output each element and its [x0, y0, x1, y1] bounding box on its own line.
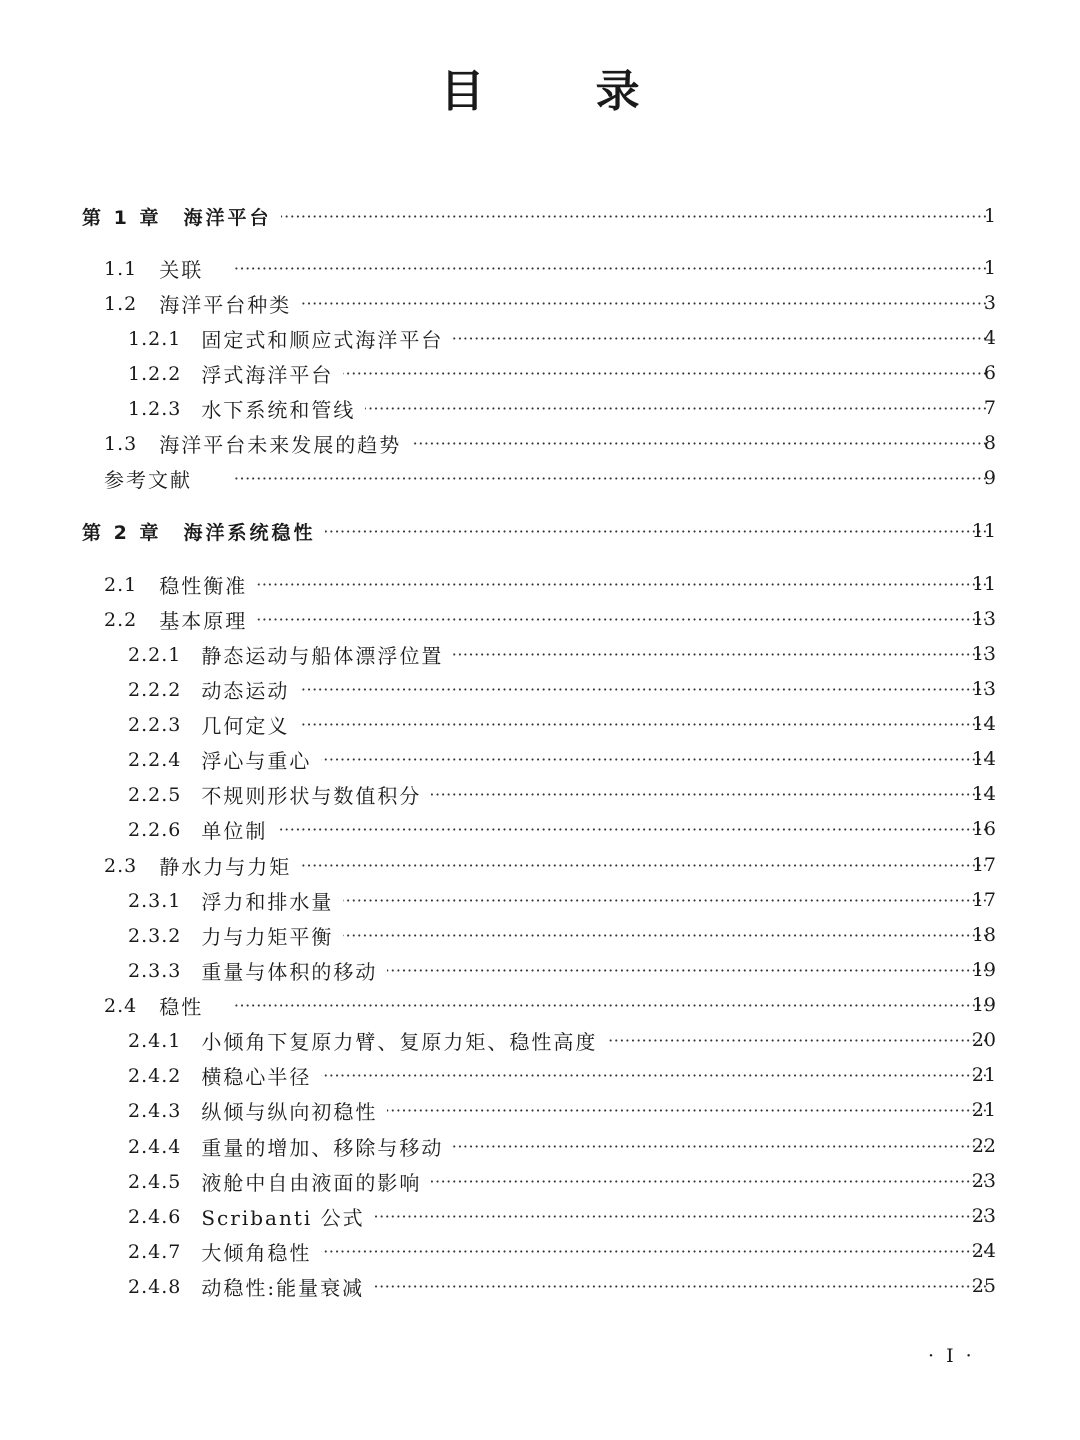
- dot-leader: [202, 461, 988, 496]
- toc-page-number: 18: [971, 924, 996, 946]
- toc-page-number: 6: [983, 362, 996, 384]
- dot-leader: [411, 426, 988, 461]
- toc-entry[interactable]: [0, 1058, 1080, 1093]
- toc-entry[interactable]: [0, 707, 1080, 742]
- dot-leader: [343, 883, 988, 918]
- toc-page-number: 21: [971, 1099, 996, 1121]
- dot-leader: [453, 321, 988, 356]
- toc-page-number: 17: [971, 889, 996, 911]
- page-number: · I ·: [928, 1345, 975, 1367]
- toc-page-number: 22: [971, 1135, 996, 1157]
- dot-leader: [213, 251, 988, 286]
- dot-leader: [277, 812, 988, 847]
- dot-leader: [343, 356, 988, 391]
- toc-page-number: 19: [971, 959, 996, 981]
- toc-page-number: 13: [971, 608, 996, 630]
- toc-entry-title: 单位制: [201, 819, 268, 843]
- toc-page-number: 21: [971, 1064, 996, 1086]
- toc-entry-title: 动稳性:能量衰减: [201, 1276, 365, 1300]
- toc-page-number: 9: [983, 467, 996, 489]
- toc-entry[interactable]: [0, 567, 1080, 602]
- toc-page-number: 17: [971, 854, 996, 876]
- dot-leader: [343, 918, 988, 953]
- toc-entry[interactable]: [0, 848, 1080, 883]
- dot-leader: [299, 672, 988, 707]
- toc-entry-title: 海洋平台: [183, 207, 272, 229]
- toc-entry-number: 2.2.4: [128, 748, 182, 771]
- toc-entry-title: 浮心与重心: [201, 749, 312, 773]
- toc-entry[interactable]: [0, 1129, 1080, 1164]
- toc-entry-title: 动态运动: [201, 679, 290, 703]
- toc-entry[interactable]: [0, 286, 1080, 321]
- toc-page-number: 7: [983, 397, 996, 419]
- toc-entry[interactable]: [0, 637, 1080, 672]
- dot-leader: [453, 1129, 988, 1164]
- dot-leader: [213, 988, 988, 1023]
- toc-page-number: 25: [971, 1275, 996, 1297]
- dot-leader: [257, 602, 988, 637]
- toc-page-number: 23: [971, 1205, 996, 1227]
- toc-entry-number: 2.4.3: [128, 1099, 182, 1122]
- toc-entry[interactable]: [0, 883, 1080, 918]
- toc-entry-number: 2.4.4: [128, 1135, 182, 1158]
- toc-entry-number: 2.1: [104, 573, 138, 596]
- toc-entry-number: 第 1 章: [82, 207, 162, 229]
- dot-leader: [281, 199, 988, 234]
- toc-entry-number: 2.2.2: [128, 678, 182, 701]
- toc-entry-title: 关联: [159, 258, 204, 282]
- toc-entry-title: 静态运动与船体漂浮位置: [201, 644, 444, 668]
- dot-leader: [325, 514, 988, 549]
- toc-page-number: 1: [983, 257, 996, 279]
- toc-chapter-entry[interactable]: [0, 514, 1080, 549]
- toc-entry[interactable]: [0, 1023, 1080, 1058]
- toc-entry-title: 参考文献: [104, 468, 192, 492]
- toc-entry-title: 力与力矩平衡: [201, 925, 334, 949]
- toc-entry-title: 固定式和顺应式海洋平台: [201, 328, 444, 352]
- toc-entry-number: 2.2.6: [128, 818, 182, 841]
- toc-entry-number: 2.4.7: [128, 1240, 182, 1263]
- toc-entry-number: 2.3.2: [128, 924, 182, 947]
- toc-entry[interactable]: [0, 1093, 1080, 1128]
- dot-leader: [365, 391, 988, 426]
- toc-entry-title: 水下系统和管线: [201, 398, 356, 422]
- toc-entry-title: 不规则形状与数值积分: [201, 784, 422, 808]
- toc-entry-title: 基本原理: [159, 609, 248, 633]
- toc-entry-title: 几何定义: [201, 714, 290, 738]
- toc-entry-number: 2.3.3: [128, 959, 182, 982]
- dot-leader: [375, 1199, 988, 1234]
- toc-entry[interactable]: [0, 918, 1080, 953]
- toc-page-number: 4: [983, 327, 996, 349]
- toc-page-number: 14: [971, 713, 996, 735]
- toc-entry-number: 1.2.2: [128, 362, 182, 385]
- toc-entry-title: Scribanti 公式: [201, 1206, 365, 1230]
- toc-page-number: 19: [971, 994, 996, 1016]
- page-title: 目 录: [440, 66, 688, 117]
- toc-entry-title: 稳性衡准: [159, 574, 248, 598]
- toc-entry-title: 稳性: [159, 995, 204, 1019]
- toc-entry[interactable]: [0, 356, 1080, 391]
- dot-leader: [321, 1058, 988, 1093]
- toc-entry-number: 2.3.1: [128, 889, 182, 912]
- toc-page-number: 24: [971, 1240, 996, 1262]
- toc-entry[interactable]: [0, 391, 1080, 426]
- toc-entry[interactable]: [0, 461, 1080, 496]
- dot-leader: [301, 848, 988, 883]
- toc-page-number: 11: [971, 573, 996, 595]
- toc-entry[interactable]: [0, 1164, 1080, 1199]
- toc-entry-title: 海洋平台种类: [159, 293, 292, 317]
- toc-entry-number: 2.2.1: [128, 643, 182, 666]
- toc-page-number: 20: [971, 1029, 996, 1051]
- dot-leader: [387, 953, 988, 988]
- toc-page-number: 8: [983, 432, 996, 454]
- toc-entry-number: 2.4.2: [128, 1064, 182, 1087]
- toc-entry[interactable]: [0, 251, 1080, 286]
- toc-entry-title: 浮式海洋平台: [201, 363, 334, 387]
- toc-page-number: 13: [971, 643, 996, 665]
- toc-entry-number: 2.4.5: [128, 1170, 182, 1193]
- dot-leader: [387, 1093, 988, 1128]
- toc-entry[interactable]: [0, 1199, 1080, 1234]
- toc-entry[interactable]: [0, 953, 1080, 988]
- toc-entry-number: 2.4: [104, 994, 138, 1017]
- toc-entry-title: 大倾角稳性: [201, 1241, 312, 1265]
- toc-entry[interactable]: [0, 777, 1080, 812]
- toc-entry[interactable]: [0, 988, 1080, 1023]
- toc-entry[interactable]: [0, 602, 1080, 637]
- toc-page-number: 14: [971, 783, 996, 805]
- dot-leader: [453, 637, 988, 672]
- toc-entry-title: 纵倾与纵向初稳性: [201, 1100, 378, 1124]
- dot-leader: [299, 707, 988, 742]
- dot-leader: [374, 1269, 988, 1304]
- toc-entry[interactable]: [0, 672, 1080, 707]
- dot-leader: [257, 567, 988, 602]
- dot-leader: [431, 1164, 988, 1199]
- dot-leader: [607, 1023, 988, 1058]
- toc-entry-title: 海洋系统稳性: [183, 522, 316, 544]
- toc-entry[interactable]: [0, 426, 1080, 461]
- toc-page-number: 13: [971, 678, 996, 700]
- dot-leader: [321, 1234, 988, 1269]
- toc-entry-title: 浮力和排水量: [201, 890, 334, 914]
- toc-entry-number: 1.2.1: [128, 327, 182, 350]
- toc-page-number: 16: [971, 818, 996, 840]
- toc-entry-number: 2.4.6: [128, 1205, 182, 1228]
- toc-entry-title: 海洋平台未来发展的趋势: [159, 433, 402, 457]
- toc-chapter-entry[interactable]: [0, 199, 1080, 234]
- dot-leader: [431, 777, 988, 812]
- toc-entry-number: 2.2: [104, 608, 138, 631]
- toc-entry-title: 液舱中自由液面的影响: [201, 1171, 422, 1195]
- toc-entry-number: 2.2.3: [128, 713, 182, 736]
- toc-entry-title: 静水力与力矩: [159, 855, 292, 879]
- toc-entry-number: 第 2 章: [82, 522, 162, 544]
- toc-entry-number: 2.4.1: [128, 1029, 182, 1052]
- dot-leader: [301, 286, 988, 321]
- toc-entry[interactable]: [0, 1269, 1080, 1304]
- toc-entry-title: 小倾角下复原力臂、复原力矩、稳性高度: [201, 1030, 598, 1054]
- toc-entry-title: 重量与体积的移动: [201, 960, 378, 984]
- toc-page-number: 23: [971, 1170, 996, 1192]
- toc-entry-title: 横稳心半径: [201, 1065, 312, 1089]
- toc-entry[interactable]: [0, 742, 1080, 777]
- toc-page-number: 14: [971, 748, 996, 770]
- toc-entry-number: 2.3: [104, 854, 138, 877]
- toc-entry-number: 1.2.3: [128, 397, 182, 420]
- dot-leader: [321, 742, 988, 777]
- toc-entry[interactable]: [0, 321, 1080, 356]
- toc-entry[interactable]: [0, 812, 1080, 847]
- toc-entry[interactable]: [0, 1234, 1080, 1269]
- toc-entry-number: 2.2.5: [128, 783, 182, 806]
- toc-page-number: 3: [983, 292, 996, 314]
- toc-page-number: 11: [971, 520, 996, 542]
- toc-page-number: 1: [983, 205, 996, 227]
- toc-entry-number: 1.3: [104, 432, 138, 455]
- toc-entry-number: 1.1: [104, 257, 138, 280]
- toc-entry-number: 1.2: [104, 292, 138, 315]
- toc-entry-number: 2.4.8: [128, 1275, 182, 1298]
- toc-entry-title: 重量的增加、移除与移动: [201, 1136, 444, 1160]
